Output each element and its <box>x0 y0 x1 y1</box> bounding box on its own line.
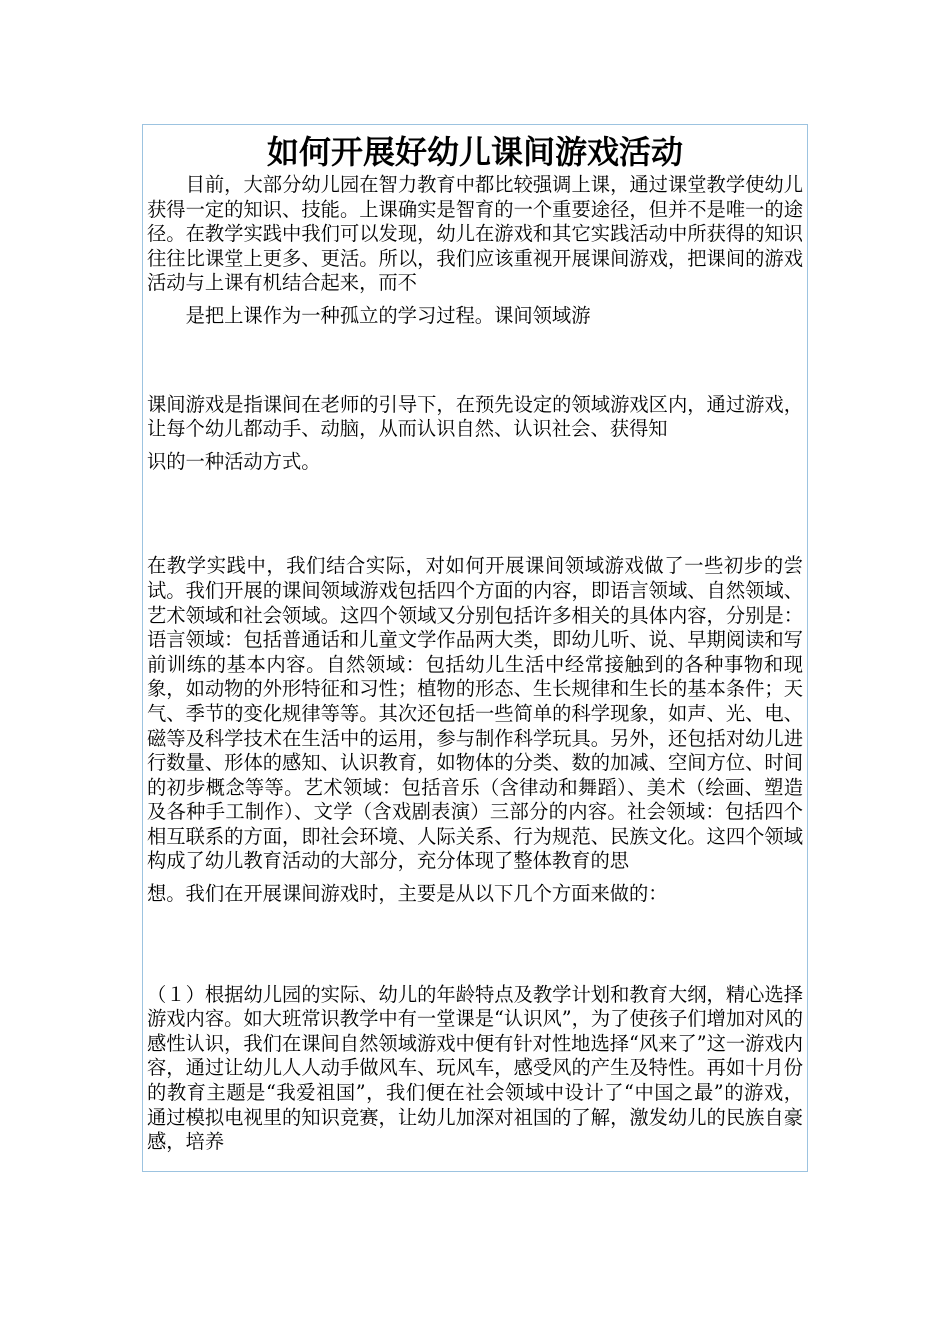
paragraph-method-1 <box>145 983 807 1155</box>
paragraph-gap <box>143 329 807 393</box>
paragraph-intro-tail: 是把上课作为一种孤立的学习过程。课间领域游 <box>185 303 591 327</box>
paragraph-domains-body: 在教学实践中，我们结合实际，对如何开展课间领域游戏做了一些初步的尝试。我们开展的课间领域游戏包括四个方面的内容，即语言领域、自然领域、艺术领域和社会领域。这四个领域又分别包括许多相关的具体内容，分别是：语言领域：包括普通话和儿童文学作品两大类，即幼儿听、说、早期阅读和写前训练的基本内容。自然领域：包括幼儿生活中经常接触到的各种事物和现象，如动物的外形特征和习性；植物的形态、生长规律和生长的基本条件；天气、季节的变化规律等等。其次还包括一些简单的科学现象，如声、光、电、磁等及科学技术在生活中的运用，参与制作科学玩具。另外，还包括对幼儿进行数量、形体的感知、认识教育，如物体的分类、数的加减、空间方位、时间的初步概念等等。艺术领域：包括音乐（含律动和舞蹈）、美术（绘画、塑造及各种手工制作）、文学（含戏剧表演）三部分的内容。社会领域：包括四个相互联系的方面，即社会环境、人际关系、行为规范、民族文化。这四个领域构成了幼儿教育活动的大部分，充分体现了整体教育的思 <box>147 554 803 873</box>
paragraph-intro-body: 目前，大部分幼儿园在智力教育中都比较强调上课，通过课堂教学使幼儿获得一定的知识、技能。上课确实是智育的一个重要途径，但并不是唯一的途径。在教学实践中我们可以发现，幼儿在游戏和其它实践活动中所获得的知识往往比课堂上更多、更活。所以，我们应该重视开展课间游戏，把课间的游戏活动与上课有机结合起来，而不 <box>147 173 803 295</box>
paragraph-method-1-body: （１）根据幼儿园的实际、幼儿的年龄特点及教学计划和教育大纲，精心选择游戏内容。如大班常识教学中有一堂课是“认识风”，为了使孩子们增加对风的感性认识，我们在课间自然领域游戏中便有针对性地选择“风来了”这一游戏内容，通过让幼儿人人动手做风车、玩风车，感受风的产生及特性。再如十月份的教育主题是“我爱祖国”，我们便在社会领域中设计了“中国之最”的游戏，通过模拟电视里的知识竞赛，让幼儿加深对祖国的了解，激发幼儿的民族自豪感，培养 <box>147 982 803 1154</box>
paragraph-gap <box>143 907 807 983</box>
paragraph-domains-tail: 想。我们在开展课间游戏时，主要是从以下几个方面来做的： <box>147 882 668 906</box>
document-title: 如何开展好幼儿课间游戏活动 <box>266 133 683 171</box>
document-page <box>142 124 808 1172</box>
paragraph-definition-body: 课间游戏是指课间在老师的引导下，在预先设定的领域游戏区内，通过游戏，让每个幼儿都动手、动脑，从而认识自然、认识社会、获得知 <box>147 392 803 441</box>
paragraph-definition <box>145 393 807 475</box>
paragraph-definition-tail: 识的一种活动方式。 <box>147 449 321 473</box>
paragraph-domains <box>145 554 807 906</box>
paragraph-intro <box>145 173 807 329</box>
paragraph-gap <box>143 474 807 554</box>
